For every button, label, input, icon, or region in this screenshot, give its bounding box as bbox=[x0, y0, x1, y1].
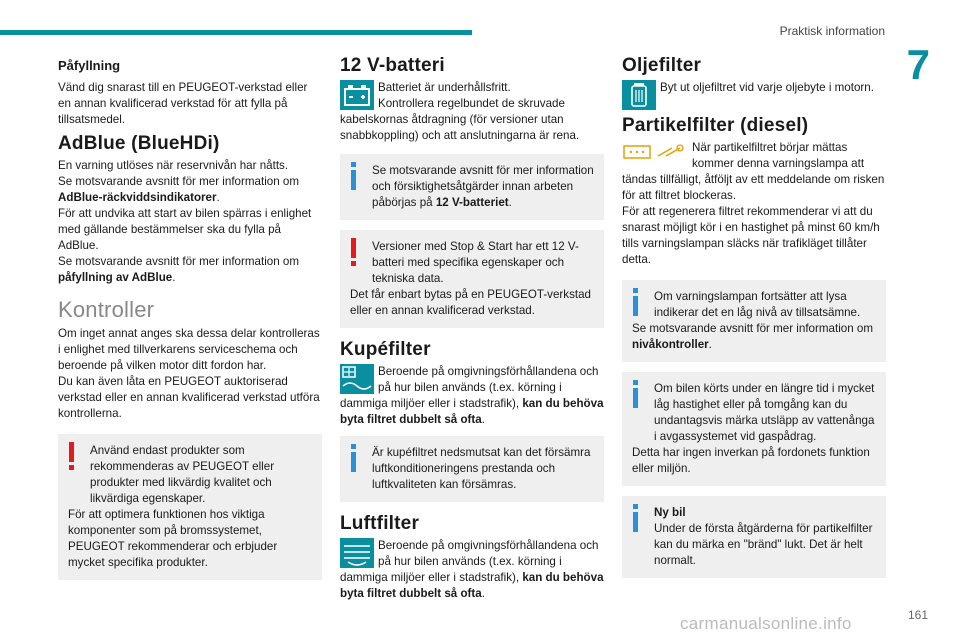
info-box bbox=[622, 280, 886, 362]
air-filter-icon bbox=[340, 538, 374, 568]
warning-box bbox=[340, 230, 604, 328]
warning-box bbox=[58, 434, 322, 580]
adblue-link-text: AdBlue-räckviddsindikatorer bbox=[58, 191, 217, 204]
cabin-filter-emphasis: kan du behöva byta filtret dubbelt så ofta bbox=[340, 397, 604, 426]
column-2: 12 V-batteri Batteriet är underhållsfritt. Kontrollera regelbundet de skruvade kabelskornas åtdragning (för versioner utan snabbkoppling) och att anslutningarna är rena. Se motsvarande avsnitt för mer information och försiktighetsåtgärder innan arbeten påbörjas på 12 V-batteriet. Versioner med Stop & Start har ett 12 V-batteri med specifika egenskaper och tekniska data. Det får enbart bytas på en PEUGEOT-verkstad eller en annan kvalificerad verkstad. Kupéfilter Beroende på omgivningsförhållandena och på hur bilen används (t.ex. körning i dammiga miljöer eller i stadstrafik), kan du behöva byta filtret dubbelt så ofta. Är kupéfiltret nedsmutsat kan det försämra luftkonditioneringens prestanda och luftkvaliteten kan försämras. Luftfilter Beroende på omgivningsförhållandena och på hur bilen används (t.ex. körning i dammiga miljöer eller i stadstrafik), kan du behöva byta filtret dubbelt så ofta. bbox=[340, 55, 604, 600]
chapter-number: 7 bbox=[906, 41, 930, 88]
adblue-heading: AdBlue (BlueHDi) bbox=[58, 133, 220, 154]
info-text: Om varningslampan fortsätter att lysa indikerar det en låg nivå av tillsatsämne. bbox=[654, 290, 861, 319]
info-box bbox=[340, 436, 604, 502]
column-1 bbox=[58, 58, 322, 590]
warning-icon bbox=[350, 238, 356, 266]
dpf-heading: Partikelfilter (diesel) bbox=[622, 115, 809, 136]
battery-text: Kontrollera regelbundet de skruvade kabelskornas åtdragning (för versioner utan snabbkoppling) och att anslutningarna är rena. bbox=[340, 97, 580, 142]
dpf-warning-lamp-icon bbox=[622, 140, 686, 166]
cabin-filter-heading: Kupéfilter bbox=[340, 339, 431, 360]
info-icon bbox=[632, 504, 638, 532]
cabin-filter-text: Beroende på omgivningsförhållandena och på hur bilen används (t.ex. körning i dammiga miljöer eller i stadstrafik), bbox=[340, 365, 599, 410]
oil-filter-text: Byt ut oljefiltret vid varje oljebyte i motorn. bbox=[660, 81, 874, 94]
info-title: Ny bil bbox=[654, 506, 686, 519]
info-text: Är kupéfiltret nedsmutsat kan det försämra luftkonditioneringens prestanda och luftkvaliteten kan försämras. bbox=[372, 446, 591, 491]
cabin-filter-icon bbox=[340, 364, 374, 394]
adblue-line: För att undvika att start av bilen spärras i enlighet med gällande bestämmelser ska du fylla på AdBlue. bbox=[58, 207, 312, 252]
adblue-line: Se motsvarande avsnitt för mer information om bbox=[58, 255, 299, 268]
info-icon bbox=[350, 162, 356, 190]
info-icon bbox=[632, 380, 638, 408]
refill-text: Vänd dig snarast till en PEUGEOT-verkstad eller en annan kvalificerad verkstad för att fylla på tillsatsmedel. bbox=[58, 81, 308, 126]
warning-icon bbox=[68, 442, 74, 470]
dpf-text: För att regenerera filtret rekommenderar vi att du snarast möjligt kör i en hastighet på minst 60 km/h tills varningslampan släcks när trafikläget tillåter detta. bbox=[622, 205, 880, 266]
warning-text: För att optimera funktionen hos viktiga komponenter som på bromssystemet, PEUGEOT rekommenderar och erbjuder mycket specifika produkter. bbox=[68, 508, 278, 569]
adblue-text: En varning utlöses när reservnivån har nåtts. Se motsvarande avsnitt för mer information om AdBlue-räckviddsindikatorer. För att undvika att start av bilen spärras i enlighet med gällande bestämmelser ska du fylla på AdBlue. Se motsvarande avsnitt för mer information om påfyllning av AdBlue. bbox=[58, 158, 322, 286]
watermark: carmanualsonline.info bbox=[680, 614, 852, 633]
controls-text: Om inget annat anges ska dessa delar kontrolleras i enlighet med tillverkarens serviceschema och beroende på vilken motor ditt fordon har. bbox=[58, 327, 320, 372]
air-filter-text: Beroende på omgivningsförhållandena och på hur bilen används (t.ex. körning i dammiga miljöer eller i stadstrafik), bbox=[340, 539, 599, 584]
refill-heading: Påfyllning bbox=[58, 58, 121, 73]
info-text: Se motsvarande avsnitt för mer information och försiktighetsåtgärder innan arbeten påbörjas på 12 V-batteriet. bbox=[372, 164, 594, 209]
info-text: Om bilen körts under en längre tid i mycket låg hastighet eller på tomgång kan du undantagsvis märka utsläpp av vattenånga i avgassystemet vid gaspådrag. bbox=[654, 382, 875, 443]
controls-heading: Kontroller bbox=[58, 297, 155, 322]
info-text: Detta har ingen inverkan på fordonets funktion eller miljön. bbox=[632, 446, 870, 475]
air-filter-emphasis: kan du behöva byta filtret dubbelt så ofta bbox=[340, 571, 604, 600]
top-accent-bar bbox=[0, 30, 472, 35]
battery-heading: 12 V-batteri bbox=[340, 55, 445, 76]
info-text: Under de första åtgärderna för partikelfilter kan du märka en "bränd" lukt. Det är helt normalt. bbox=[654, 522, 873, 567]
controls-text: Du kan även låta en PEUGEOT auktoriserad verkstad eller en annan kvalificerad verkstad utföra kontrollerna. bbox=[58, 375, 320, 420]
warning-text: Använd endast produkter som rekommenderas av PEUGEOT eller produkter med likvärdig kvalitet och likvärdiga egenskaper. bbox=[90, 444, 275, 505]
air-filter-heading: Luftfilter bbox=[340, 513, 420, 534]
info-box bbox=[622, 372, 886, 486]
adblue-link-text: påfyllning av AdBlue bbox=[58, 271, 173, 284]
info-text: Se motsvarande avsnitt för mer information om nivåkontroller. bbox=[632, 322, 873, 351]
warning-text: Det får enbart bytas på en PEUGEOT-verkstad eller en annan kvalificerad verkstad. bbox=[350, 288, 592, 317]
battery-icon bbox=[340, 80, 374, 110]
oil-filter-icon bbox=[622, 80, 656, 110]
adblue-line: En varning utlöses när reservnivån har nåtts. bbox=[58, 159, 289, 172]
adblue-line: Se motsvarande avsnitt för mer information om bbox=[58, 175, 299, 188]
dpf-text: När partikelfiltret börjar mättas kommer denna varningslampa att tändas tillfälligt, åtföljt av ett meddelande om risken för att filtret blockeras. bbox=[622, 141, 885, 202]
info-box bbox=[622, 496, 886, 578]
info-box bbox=[340, 154, 604, 220]
section-title: Praktisk information bbox=[779, 24, 885, 38]
battery-text: Batteriet är underhållsfritt. bbox=[378, 81, 511, 94]
page-number: 161 bbox=[907, 608, 928, 622]
info-icon bbox=[350, 444, 356, 472]
column-3 bbox=[622, 55, 886, 588]
info-icon bbox=[632, 288, 638, 316]
warning-text: Versioner med Stop & Start har ett 12 V-batteri med specifika egenskaper och tekniska data. bbox=[372, 240, 579, 285]
oil-filter-heading: Oljefilter bbox=[622, 55, 702, 76]
